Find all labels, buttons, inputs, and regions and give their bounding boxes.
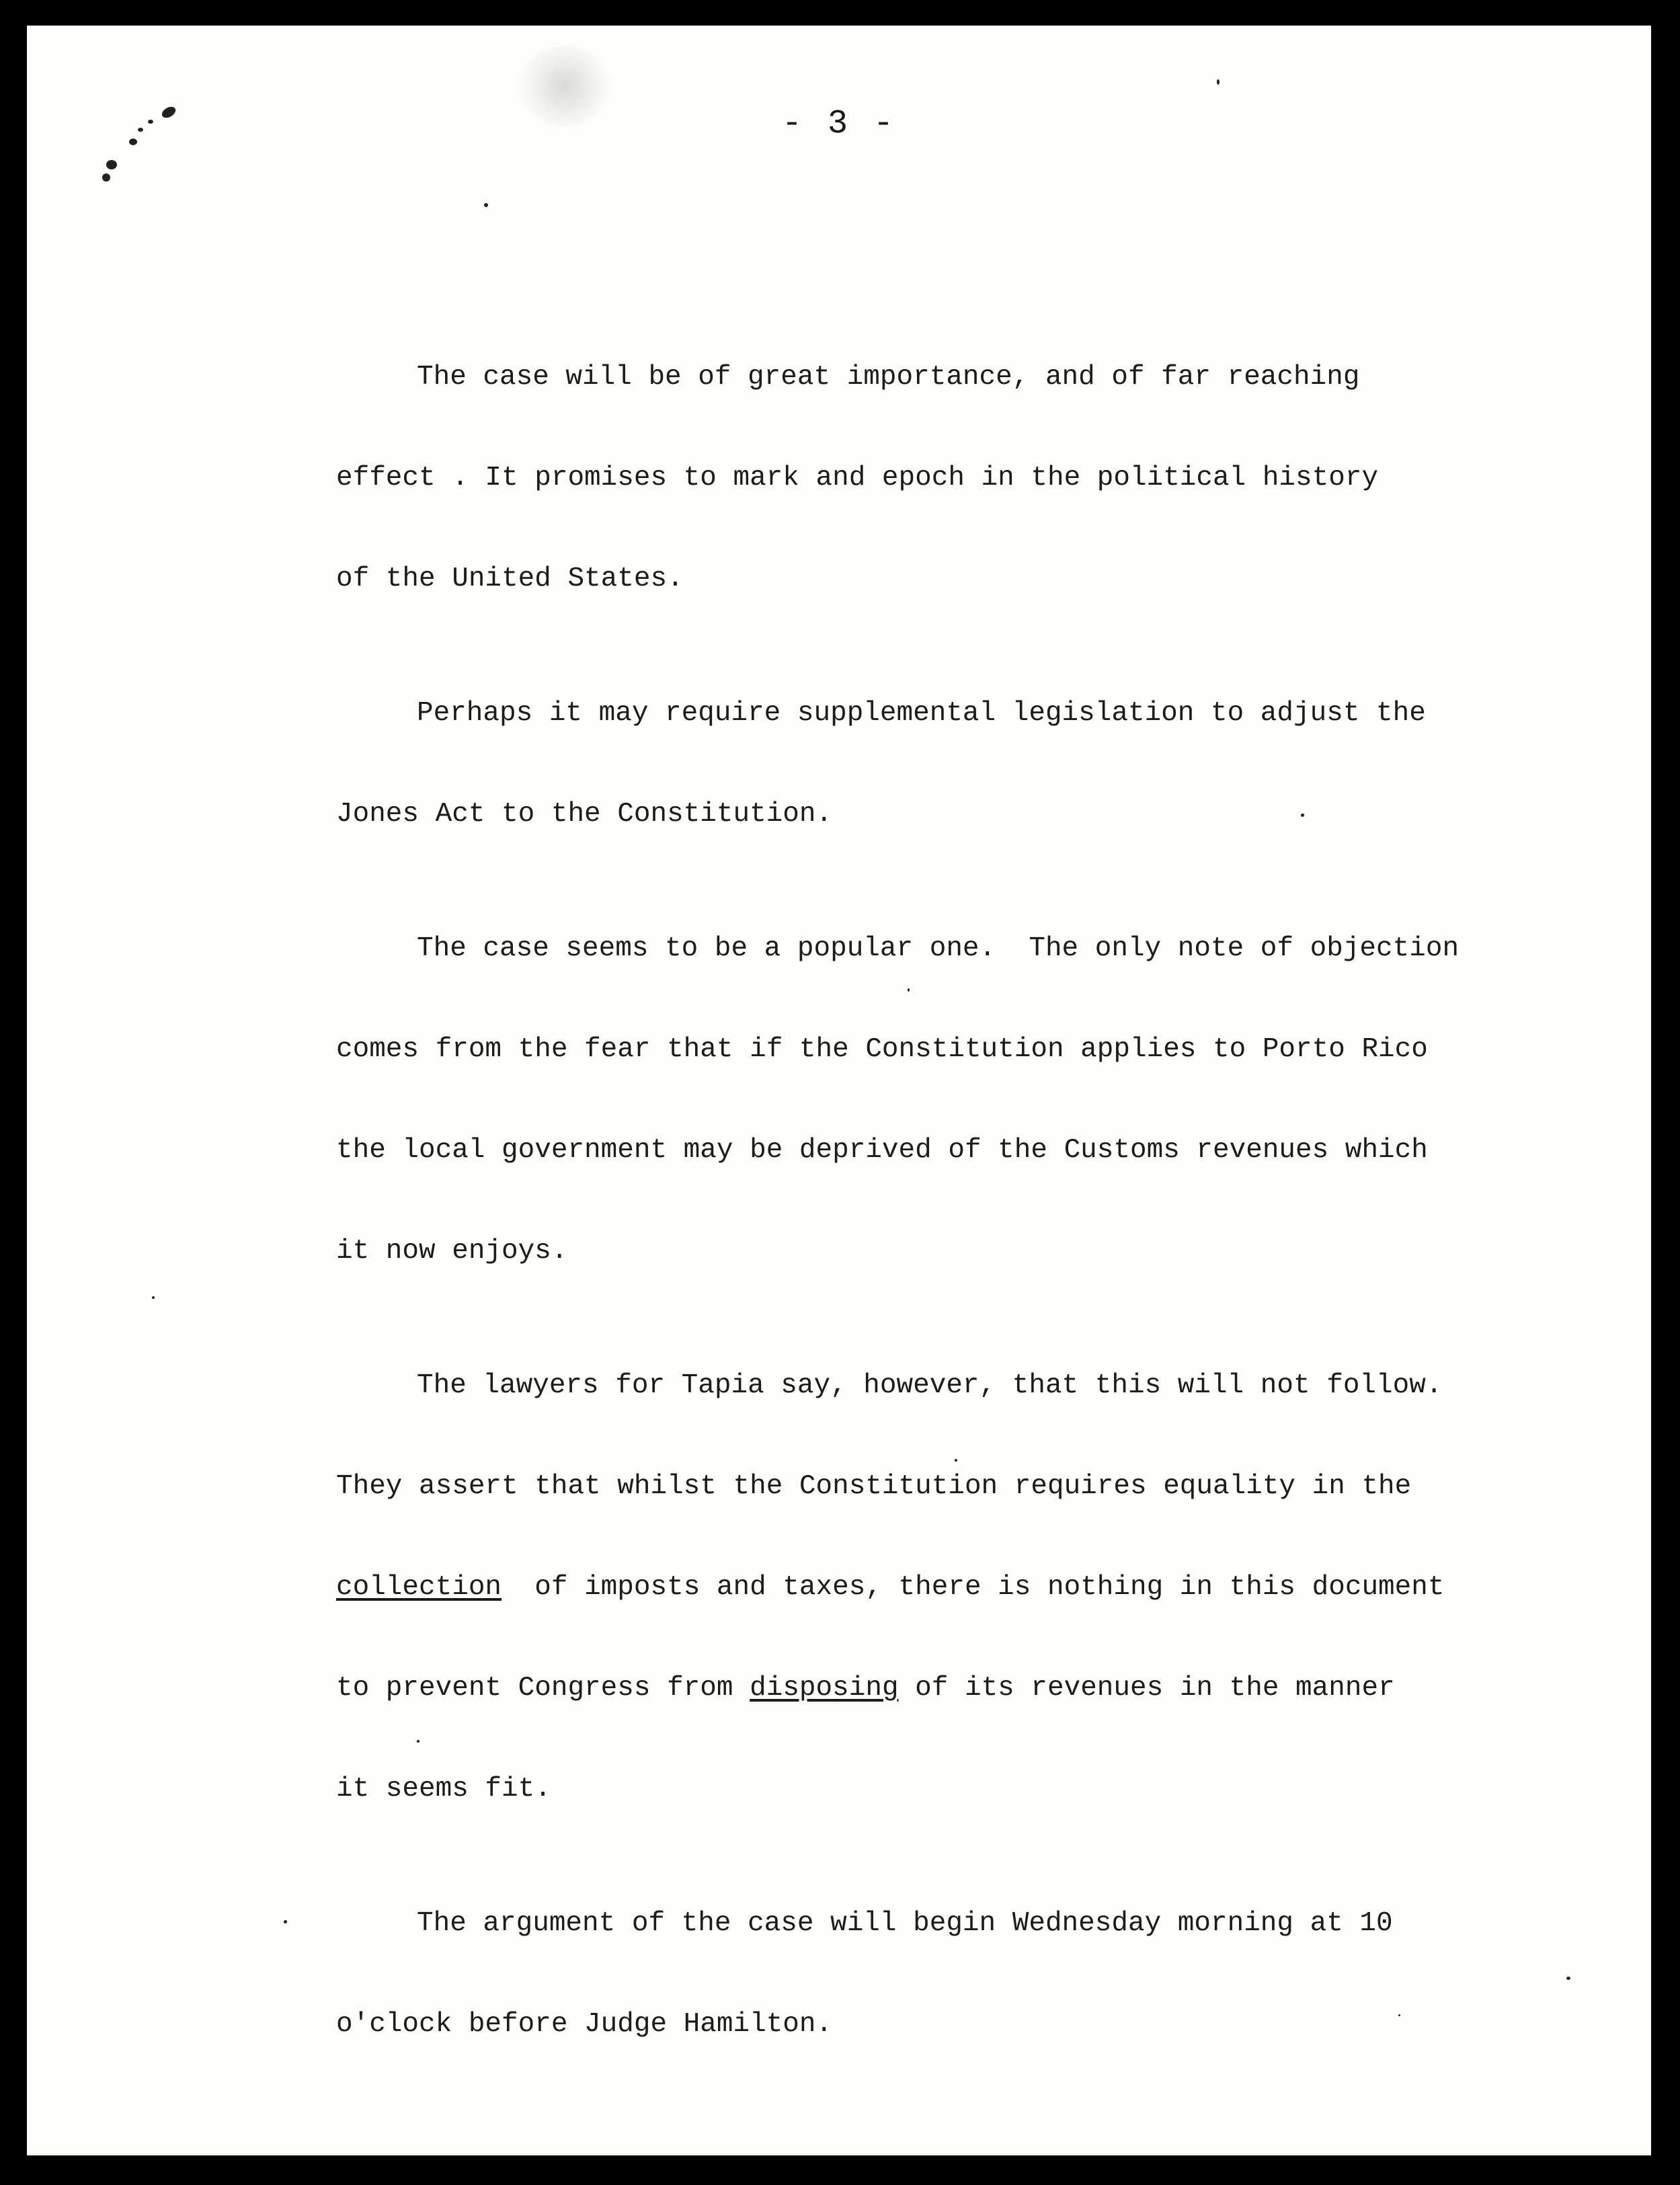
text-line (336, 1671, 1546, 1705)
ink-mark (106, 160, 117, 169)
dust-speck (484, 203, 488, 207)
dust-speck (284, 1920, 287, 1923)
text-line: The lawyers for Tapia say, however, that this will not follow. (417, 1370, 1443, 1401)
text-line: of the United States. (336, 563, 684, 594)
dust-speck (1566, 1977, 1570, 1980)
text-line: the local government may be deprived of the Customs revenues which (336, 1135, 1428, 1166)
text-line: The case will be of great importance, and of far reaching (417, 362, 1360, 393)
text-line (336, 1571, 1546, 1604)
page-number: - 3 - (781, 105, 897, 143)
text-line: They assert that whilst the Constitution requires equality in the (336, 1471, 1412, 1502)
underlined-word: disposing (750, 1673, 899, 1704)
text-line: Jones Act to the Constitution. (336, 799, 833, 830)
underlined-word: collection (336, 1572, 502, 1603)
text-fragment: of its revenues in the manner (898, 1673, 1395, 1704)
dust-speck (152, 1296, 155, 1299)
document-page (27, 26, 1651, 2155)
text-fragment: to prevent Congress from (336, 1673, 750, 1704)
text-line: effect . It promises to mark and epoch in the political history (336, 463, 1379, 493)
text-line: it now enjoys. (336, 1236, 568, 1267)
dust-speck (1217, 79, 1219, 85)
text-line: The case seems to be a popular one. The only note of objection (417, 933, 1459, 964)
text-line: The argument of the case will begin Wednesday morning at 10 (417, 1908, 1393, 1939)
text-fragment: of imposts and taxes, there is nothing in this document (502, 1572, 1445, 1603)
text-line: Perhaps it may require supplemental legislation to adjust the (417, 698, 1426, 729)
document-body (336, 260, 1546, 2108)
text-line: comes from the fear that if the Constitution applies to Porto Rico (336, 1034, 1428, 1065)
text-line: o'clock before Judge Hamilton. (336, 2009, 833, 2040)
text-line: it seems fit. (336, 1774, 551, 1804)
ink-mark (102, 173, 110, 182)
